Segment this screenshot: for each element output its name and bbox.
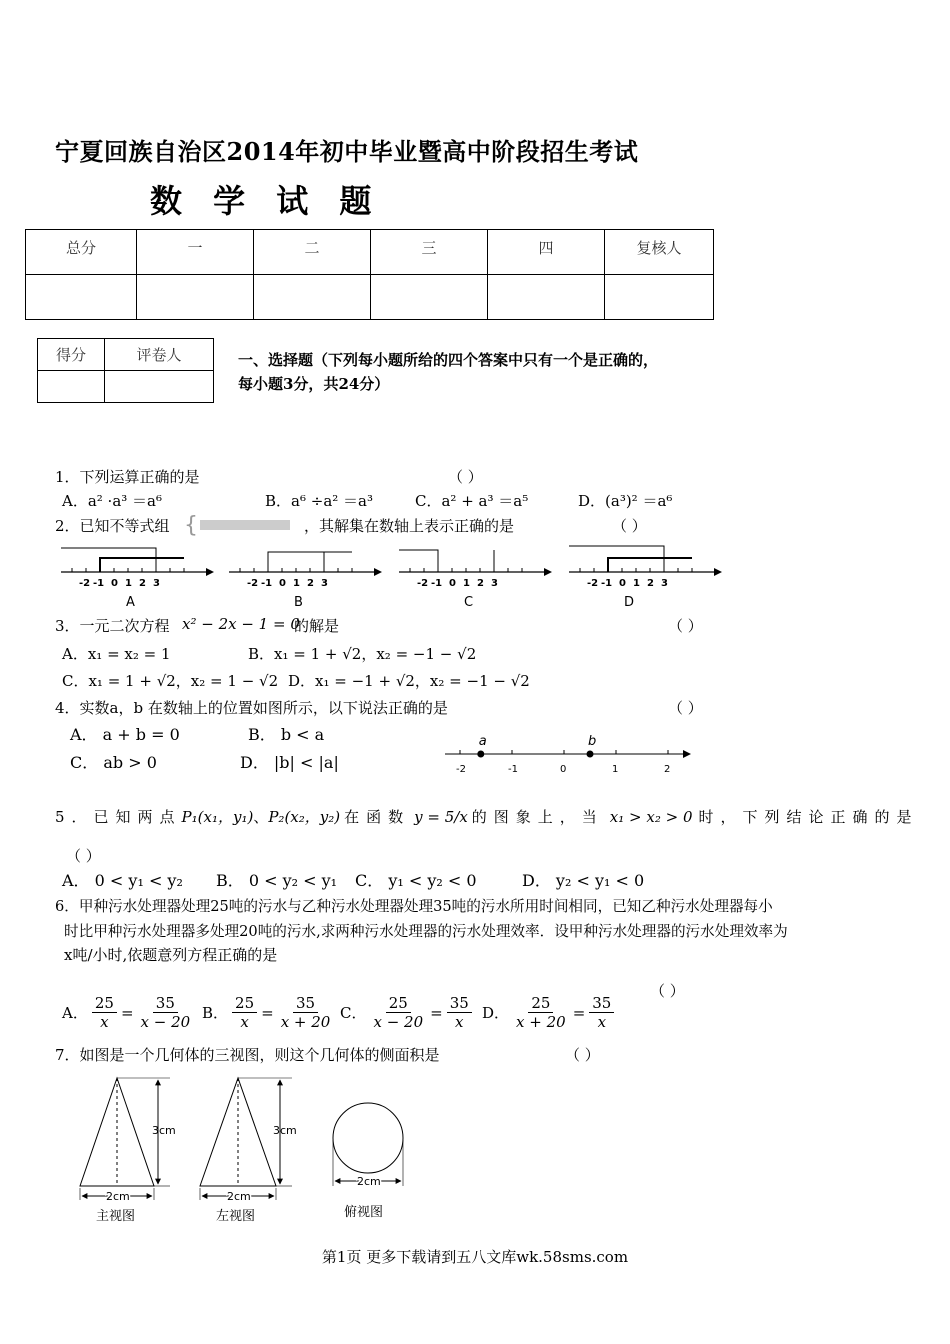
q4-tick-label: -2: [456, 764, 466, 775]
grader-table: [37, 338, 214, 403]
q2-numberline-b: [229, 552, 382, 610]
q3-option-d: D．x₁ = −1 + √2，x₂ = −1 − √2: [288, 672, 530, 690]
q1-option-c: C．a² + a³ ＝a⁵: [415, 492, 529, 510]
q6-right-numerator: 35: [589, 994, 614, 1013]
grader-header-score: 得分: [38, 339, 105, 371]
side-view-width-label: 2cm: [227, 1190, 251, 1203]
score-cell: [488, 275, 605, 320]
exam-subtitle: 数 学 试 题: [150, 182, 382, 220]
numberline-tick-label: 0: [111, 578, 118, 589]
q1-stem: 1．下列运算正确的是: [55, 468, 200, 486]
q5-stem-end: 时，下列结论正确的是: [698, 808, 919, 826]
exam-title: 宁夏回族自治区2014年初中毕业暨高中阶段招生考试: [55, 137, 639, 166]
numberline-tick-label: 2: [307, 578, 314, 589]
svg-text:{: {: [184, 513, 198, 536]
q4-stem: 4．实数a，b 在数轴上的位置如图所示，以下说法正确的是: [55, 699, 448, 717]
q1-option-b: B．a⁶ ÷a² ＝a³: [265, 492, 373, 510]
q6-left-denominator: x − 20: [373, 1013, 424, 1031]
front-view-height-label: 3cm: [152, 1124, 176, 1137]
q6-answer-paren: （ ）: [650, 982, 685, 1000]
q4-tick-label: 0: [560, 764, 567, 775]
q6-option-a: A． $\frac{25}{x}$ = $\frac{35}{x - 20}$: [62, 994, 197, 1031]
q6-right-numerator: 35: [293, 994, 318, 1013]
side-view-height-label: 3cm: [273, 1124, 297, 1137]
q6-left-denominator: x + 20: [516, 1013, 566, 1031]
q6-option-label: A．: [62, 1004, 88, 1022]
q4-option-a: A． a + b = 0: [70, 725, 180, 744]
numberline-tick-label: 1: [633, 578, 640, 589]
numberline-tick-label: 3: [661, 578, 668, 589]
q6-option-label: D．: [482, 1004, 510, 1022]
numberline-arrow: [206, 568, 214, 576]
q5-stem-start: 5．已知两点: [55, 808, 182, 826]
score-cell: [26, 275, 137, 320]
numberline-tick-label: -2: [247, 578, 259, 589]
section-heading: [238, 348, 738, 396]
q2-stem-end: ，其解集在数轴上表示正确的是: [304, 517, 515, 535]
q6-right-numerator: 35: [153, 994, 178, 1013]
score-table: [25, 229, 714, 320]
grader-header-grader: 评卷人: [105, 339, 214, 371]
q5-separator: 、: [253, 808, 269, 826]
q6-option-b: B． $\frac{25}{x}$ = $\frac{35}{x + 20}$: [202, 994, 337, 1031]
numberline-tick-label: -1: [261, 578, 273, 589]
q2-answer-paren: （ ）: [612, 517, 647, 535]
q6-left-numerator: 25: [232, 994, 257, 1013]
numberline-tick-label: 1: [463, 578, 470, 589]
q7-answer-paren: （ ）: [565, 1046, 600, 1064]
numberline-tick-label: -2: [587, 578, 599, 589]
q6-right-denominator: x: [597, 1013, 607, 1031]
section-heading-line1: 一、选择题（下列每小题所给的四个答案中只有一个是正确的，: [238, 351, 659, 369]
q4-point-b-label: b: [588, 734, 597, 749]
q6-left-numerator: 25: [528, 994, 553, 1013]
q6-left-numerator: 25: [92, 994, 117, 1013]
score-cell: [371, 275, 488, 320]
q4-answer-paren: （ ）: [668, 699, 703, 717]
q4-point-a-label: a: [478, 734, 487, 749]
score-header-4: 四: [488, 230, 605, 275]
numberline-tick-label: 2: [477, 578, 484, 589]
q5-condition: x₁ > x₂ > 0: [609, 807, 693, 826]
q3-stem-start: 3．一元二次方程: [55, 617, 170, 635]
q6-right-denominator: x: [455, 1013, 464, 1031]
q5-option-d: D． y₂ < y₁ < 0: [522, 871, 645, 890]
front-view-triangle: [80, 1078, 170, 1200]
score-cell: [605, 275, 714, 320]
q2-numberline-c: [399, 550, 552, 610]
q4-option-d: D． |b| < |a|: [240, 753, 339, 772]
q6-right-denominator: x + 20: [280, 1013, 331, 1031]
section-heading-line2: 每小题3分，共24分）: [238, 375, 390, 393]
q3-option-a: A．x₁ = x₂ = 1: [62, 645, 171, 663]
numberline-tick-label: 1: [125, 578, 132, 589]
score-header-reviewer: 复核人: [605, 230, 714, 275]
q4-point-a: [477, 751, 484, 758]
q2-number-lines: [56, 538, 916, 613]
q4-option-c: C． ab > 0: [70, 753, 157, 772]
q5-point-2: P₂(x₂，y₂): [268, 808, 341, 826]
q4-tick-label: 2: [664, 764, 671, 775]
numberline-tick-label: 3: [153, 578, 160, 589]
numberline-arrow: [544, 568, 552, 576]
page-footer: 第1页 更多下载请到五八文库wk.58sms.com: [321, 1248, 629, 1266]
q2-inequality-image: [182, 512, 300, 536]
numberline-option-label: A: [126, 595, 135, 610]
q5-stem-func: 在函数: [344, 808, 411, 826]
q7-stem: 7．如图是一个几何体的三视图，则这个几何体的侧面积是: [55, 1046, 440, 1064]
q6-line-2: 时比甲种污水处理器多处理20吨的污水,求两种污水处理器的污水处理效率．设甲种污水处理器的污水处理效率为: [64, 923, 788, 940]
q4-tick-label: 1: [612, 764, 619, 775]
numberline-tick-label: 0: [279, 578, 286, 589]
q5-option-c: C． y₁ < y₂ < 0: [355, 871, 477, 890]
score-header-1: 一: [137, 230, 254, 275]
numberline-tick-label: -2: [79, 578, 91, 589]
q5-stem-when: 的图象上，当: [471, 808, 604, 826]
top-view-caption: 俯视图: [344, 1205, 384, 1220]
q7-three-views-figure: [70, 1068, 430, 1228]
numberline-tick-label: -1: [93, 578, 105, 589]
side-view-triangle: [200, 1078, 292, 1200]
q6-line-1: 6．甲种污水处理器处理25吨的污水与乙种污水处理器处理35吨的污水所用时间相同，已知乙种污水处理器每小: [55, 898, 773, 915]
front-view-width-label: 2cm: [106, 1190, 130, 1203]
top-view-circle: [333, 1103, 403, 1186]
numberline-option-label: B: [294, 595, 303, 610]
q2-stem-start: 2．已知不等式组: [55, 517, 170, 535]
q4-tick-label: -1: [508, 764, 518, 775]
numberline-tick-label: -1: [601, 578, 613, 589]
numberline-option-label: C: [464, 595, 474, 610]
q1-answer-paren: （ ）: [448, 468, 483, 486]
numberline-tick-label: 3: [491, 578, 498, 589]
numberline-tick-label: 2: [139, 578, 146, 589]
numberline-tick-label: -1: [431, 578, 443, 589]
q4-axis-arrow: [683, 750, 691, 758]
q2-numberline-d: [569, 546, 722, 610]
q6-option-label: C．: [340, 1004, 367, 1022]
q5-option-a: A． 0 < y₁ < y₂: [62, 871, 183, 890]
q5-point-1: P₁(x₁，y₁): [181, 808, 254, 826]
solution-ray: [399, 550, 438, 572]
q2-numberline-a: [61, 548, 214, 610]
q3-stem-end: 的解是: [294, 617, 340, 635]
score-header-3: 三: [371, 230, 488, 275]
q6-left-denominator: x: [240, 1013, 249, 1031]
score-cell: [254, 275, 371, 320]
q6-option-c: C． $\frac{25}{x - 20}$ = $\frac{35}{x}$: [340, 994, 476, 1031]
q6-option-d: D． $\frac{25}{x + 20}$ = $\frac{35}{x}$: [482, 994, 618, 1031]
q3-equation: x² − 2x − 1 = 0: [182, 615, 300, 633]
numberline-tick-label: 3: [321, 578, 328, 589]
q1-option-d: D．(a³)² ＝a⁶: [578, 492, 673, 510]
q4-point-b: [587, 751, 594, 758]
numberline-arrow: [714, 568, 722, 576]
score-header-total: 总分: [26, 230, 137, 275]
numberline-tick-label: 0: [449, 578, 456, 589]
q5-function: y = 5/x: [414, 807, 468, 826]
numberline-tick-label: 0: [619, 578, 626, 589]
q5-answer-paren: （ ）: [66, 847, 101, 865]
q1-option-a: A．a² ·a³ ＝a⁶: [62, 492, 163, 510]
q6-left-numerator: 25: [386, 994, 411, 1013]
grader-cell: [38, 371, 105, 403]
top-view-width-label: 2cm: [357, 1175, 381, 1188]
q3-option-b: B．x₁ = 1 + √2，x₂ = −1 − √2: [248, 645, 477, 663]
q6-right-numerator: 35: [447, 994, 472, 1013]
q4-option-b: B． b < a: [248, 725, 325, 744]
side-view-caption: 左视图: [216, 1209, 256, 1224]
q6-line-3: x吨/小时,依题意列方程正确的是: [64, 946, 278, 964]
q6-option-label: B．: [202, 1004, 229, 1022]
numberline-tick-label: 1: [293, 578, 300, 589]
score-header-2: 二: [254, 230, 371, 275]
front-view-caption: 主视图: [96, 1209, 136, 1224]
q5-stem: [55, 806, 919, 827]
numberline-arrow: [374, 568, 382, 576]
numberline-option-label: D: [624, 595, 635, 610]
q6-left-denominator: x: [100, 1013, 109, 1031]
q3-option-c: C．x₁ = 1 + √2，x₂ = 1 − √2: [62, 672, 279, 690]
score-cell: [137, 275, 254, 320]
numberline-tick-label: 2: [647, 578, 654, 589]
q4-number-line: [440, 730, 700, 778]
q6-right-denominator: x − 20: [140, 1013, 191, 1031]
numberline-tick-label: -2: [417, 578, 429, 589]
grader-cell: [105, 371, 214, 403]
q5-option-b: B． 0 < y₂ < y₁: [216, 871, 338, 890]
q3-answer-paren: （ ）: [668, 617, 703, 635]
